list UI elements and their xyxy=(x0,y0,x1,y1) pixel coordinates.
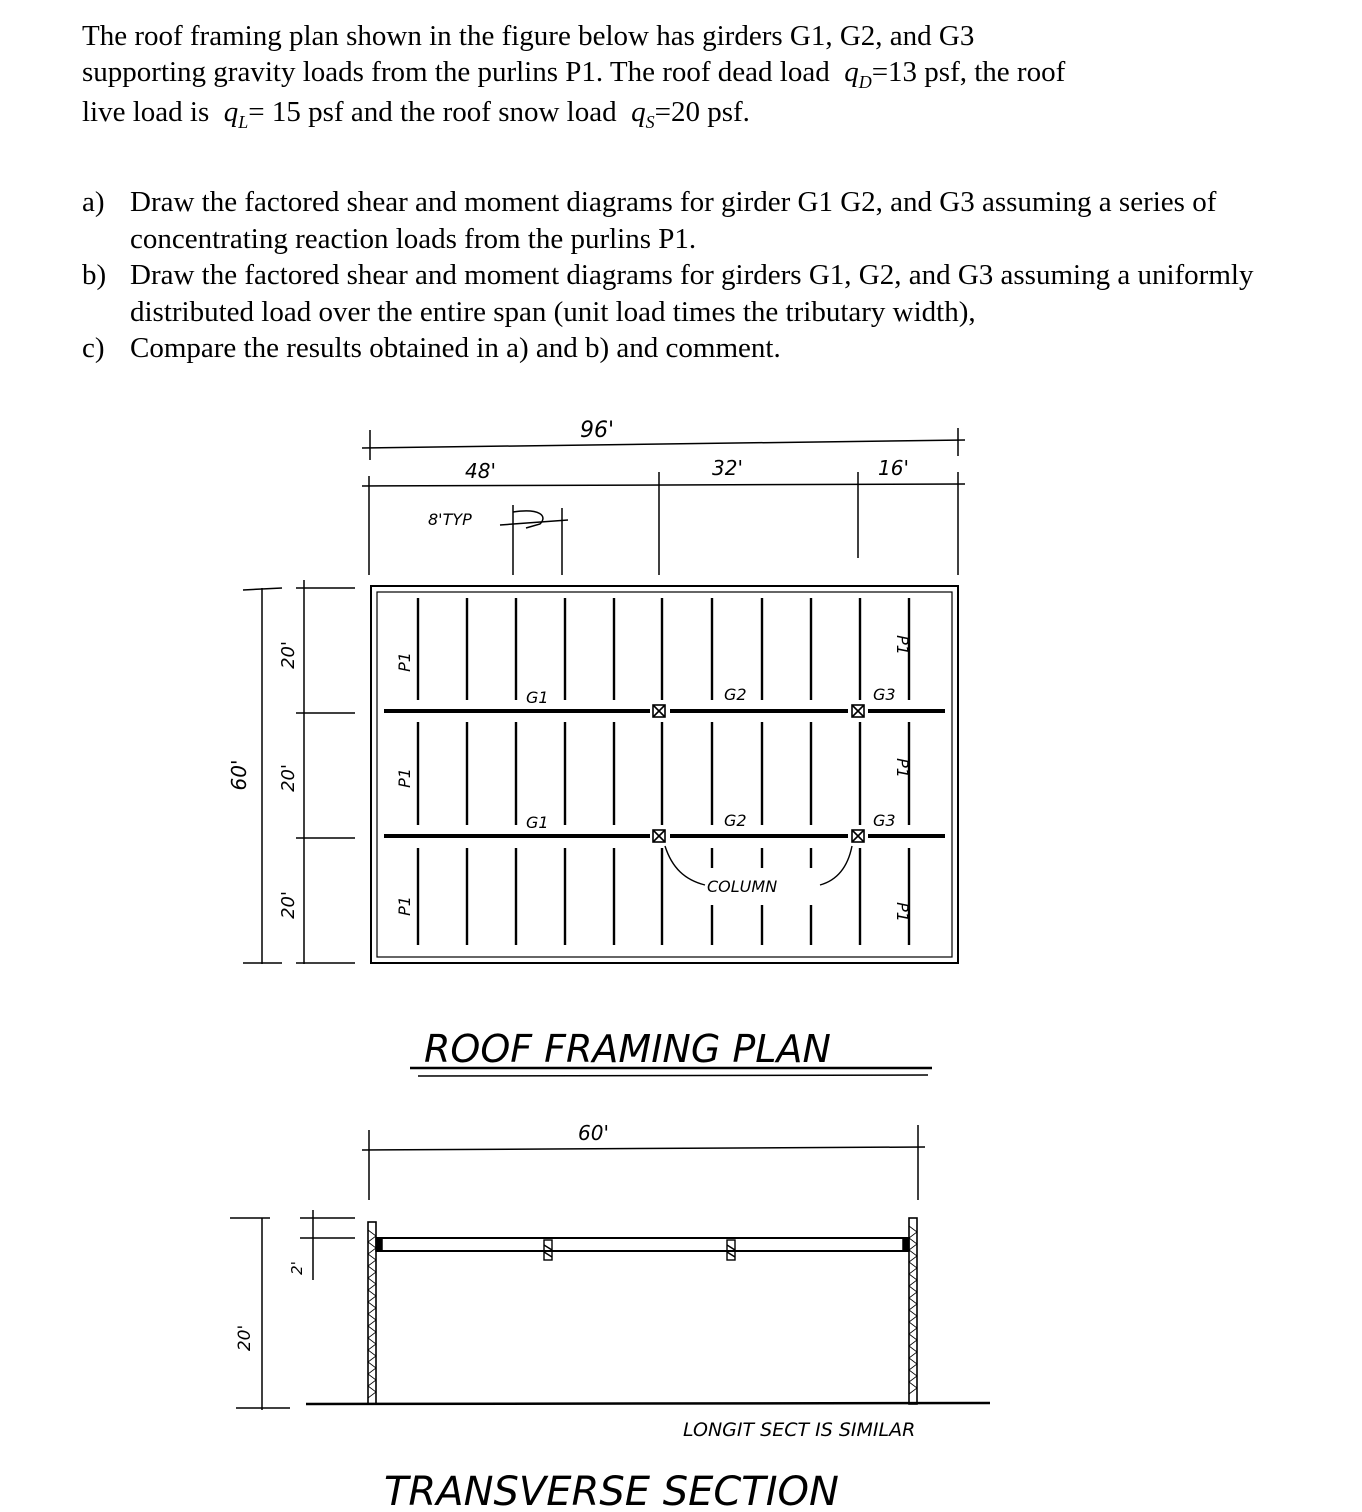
intro-line-1: The roof framing plan shown in the figure below has girders G1, G2, and G3 xyxy=(82,20,975,52)
section-dim-height: 20' xyxy=(235,1324,255,1352)
plan-dim-bay-3: 20' xyxy=(278,891,299,919)
section-note: LONGIT SECT IS SIMILAR xyxy=(683,1419,916,1441)
girder-label-g1-bottom: G1 xyxy=(526,813,549,832)
girder-label-g2-top: G2 xyxy=(724,685,747,704)
plan-dim-48: 48' xyxy=(465,459,496,483)
girder-label-g2-bottom: G2 xyxy=(724,811,747,830)
intro-line-2: supporting gravity loads from the purlins P1. The roof dead load $q_D=13$ psf, the roof xyxy=(82,56,1066,93)
part-b: b) Draw the factored shear and moment diagrams for girders G1, G2, and G3 assuming a uniformly distributed load over the entire span (unit load times the tributary width), xyxy=(82,259,1254,328)
purlin-label-2: P1 xyxy=(395,768,414,788)
section-title: TRANSVERSE SECTION xyxy=(384,1469,839,1512)
plan-dim-bay-2: 20' xyxy=(278,764,299,792)
girder-label-g3-bottom: G3 xyxy=(873,811,896,830)
girder-label-g1-top: G1 xyxy=(526,688,549,707)
plan-title: ROOF FRAMING PLAN xyxy=(424,1027,831,1071)
part-a: a) Draw the factored shear and moment diagrams for girder G1 G2, and G3 assuming a series of concentrating reaction loads from the purlins P1. xyxy=(82,186,1217,255)
girder-label-g3-top: G3 xyxy=(873,685,896,704)
plan-typ-spacing: 8'TYP xyxy=(428,510,472,529)
plan-dim-bay-1: 20' xyxy=(278,641,299,669)
purlin-label-3: P1 xyxy=(395,896,414,916)
snow-load-symbol: $q_S$ xyxy=(631,95,655,132)
section-dim-span: 60' xyxy=(578,1121,609,1145)
purlin-label-6: P1 xyxy=(893,902,912,922)
intro-line-3: live load is $q_L= 15$ psf and the roof snow load $q_S=20$ psf. xyxy=(82,95,750,132)
plan-dim-16: 16' xyxy=(878,456,909,480)
purlin-label-5: P1 xyxy=(893,758,912,778)
dead-load-symbol: $q_D$ xyxy=(844,56,872,93)
plan-dim-total: 96' xyxy=(580,418,615,443)
part-c: c) Compare the results obtained in a) and b) and comment. xyxy=(82,332,781,365)
plan-dim-60: 60' xyxy=(227,759,251,791)
purlin-label-1: P1 xyxy=(395,652,414,672)
plan-dim-32: 32' xyxy=(712,456,743,480)
live-load-symbol: $q_L$ xyxy=(223,95,249,132)
column-label: COLUMN xyxy=(707,877,778,896)
section-dim-depth: 2' xyxy=(288,1261,306,1275)
purlin-label-4: P1 xyxy=(893,635,912,655)
